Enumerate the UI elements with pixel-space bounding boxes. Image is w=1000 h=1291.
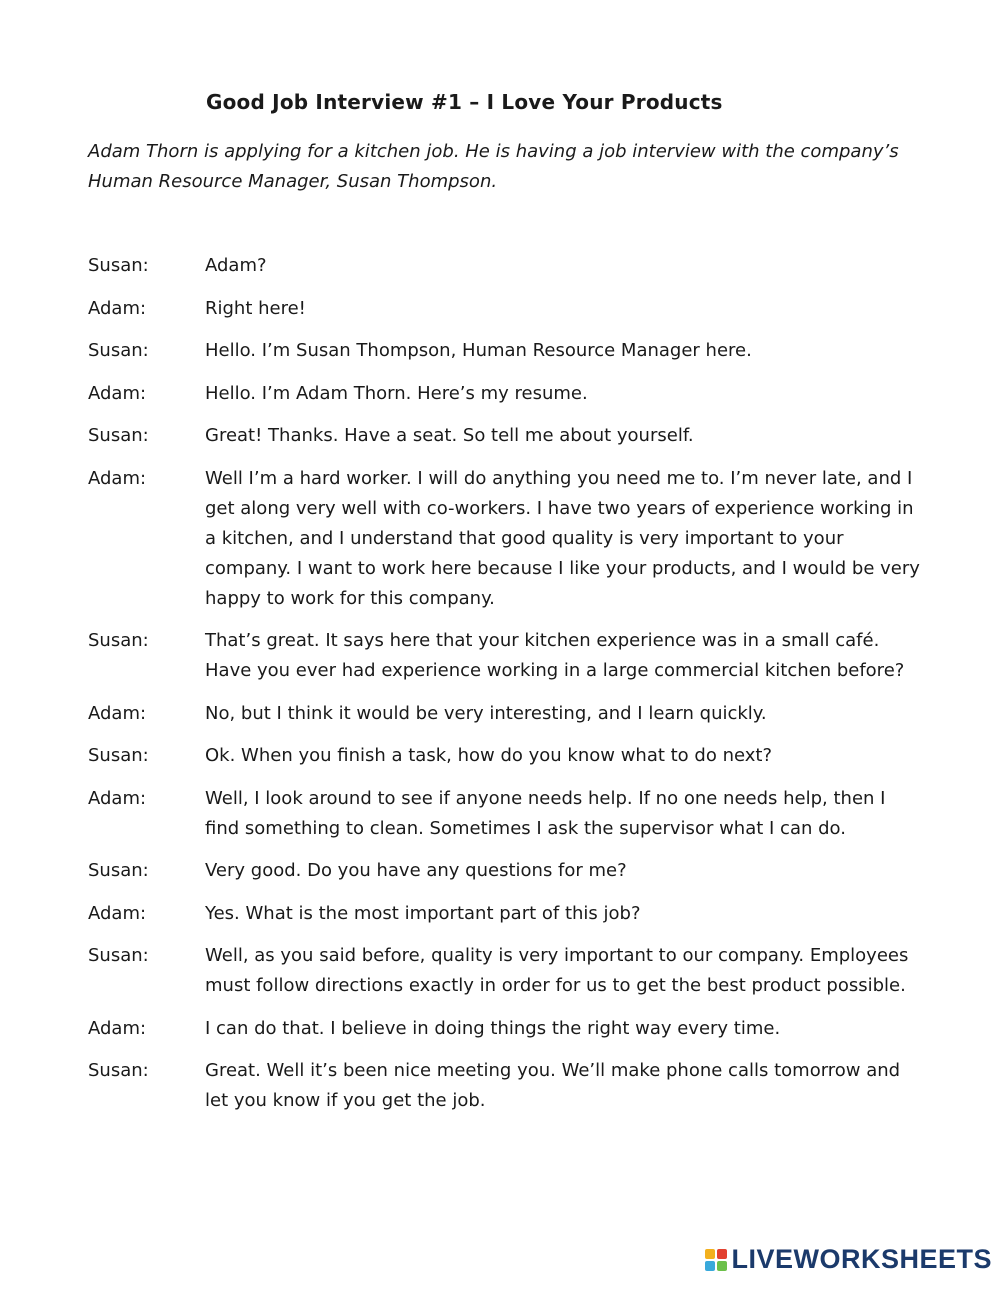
speaker-label: Susan:	[88, 945, 149, 966]
dialogue-line: Great! Thanks. Have a seat. So tell me about yourself.	[205, 425, 694, 446]
dialogue-line: Well, as you said before, quality is very important to our company. Employees must follow directions exactly in order for us to get the best product possible.	[205, 945, 909, 996]
dialogue-turn	[88, 294, 928, 324]
dialogue-line: Hello. I’m Susan Thompson, Human Resource Manager here.	[205, 340, 752, 361]
speaker-label: Adam:	[88, 382, 147, 404]
logo-block	[705, 1249, 715, 1259]
dialogue-turn	[88, 251, 928, 281]
dialogue-line: Great. Well it’s been nice meeting you. We’ll make phone calls tomorrow and let you know if you get the job.	[205, 1060, 901, 1111]
speaker-label: Adam:	[88, 702, 147, 724]
dialogue-line: Well, I look around to see if anyone needs help. If no one needs help, then I find something to clean. Sometimes I ask the supervisor what I can do.	[205, 787, 886, 839]
dialogue-turn	[88, 699, 928, 729]
logo-block	[705, 1261, 715, 1271]
dialogue-turn	[88, 464, 928, 614]
dialogue-line: Hello. I’m Adam Thorn. Here’s my resume.	[205, 382, 588, 404]
dialogue-line: That’s great. It says here that your kitchen experience was in a small café. Have you ever had experience working in a large commercial kitchen before?	[205, 630, 905, 681]
dialogue-turn	[88, 626, 928, 686]
liveworksheets-blocks-icon	[705, 1249, 727, 1271]
speaker-label: Susan:	[88, 425, 149, 446]
liveworksheets-logo[interactable]	[705, 1244, 992, 1275]
speaker-label: Susan:	[88, 860, 149, 881]
dialogue-turn	[88, 1056, 928, 1116]
speaker-label: Adam:	[88, 1017, 147, 1039]
dialogue-turn	[88, 421, 928, 451]
dialogue-turn	[88, 1014, 928, 1044]
dialogue-turn	[88, 941, 928, 1001]
speaker-label: Adam:	[88, 297, 147, 319]
dialogue-line: No, but I think it would be very interesting, and I learn quickly.	[205, 702, 767, 724]
page-title: Good Job Interview #1 – I Love Your Products	[206, 90, 723, 114]
speaker-label: Susan:	[88, 340, 149, 361]
dialogue-line: Right here!	[205, 297, 306, 319]
logo-text: LIVEWORKSHEETS	[731, 1244, 992, 1274]
dialogue-line: Well I’m a hard worker. I will do anything you need me to. I’m never late, and I get along very well with co-workers. I have two years of experience working in a kitchen, and I understand that good quality is very important to your company. I want to work here because I like your products, and I would be very happy to work for this company.	[205, 467, 920, 609]
dialogue-line: Ok. When you finish a task, how do you know what to do next?	[205, 745, 773, 766]
speaker-label: Adam:	[88, 467, 147, 489]
dialogue-line: I can do that. I believe in doing things the right way every time.	[205, 1017, 781, 1039]
speaker-label: Susan:	[88, 630, 149, 651]
dialogue-list	[88, 251, 928, 1129]
dialogue-line: Yes. What is the most important part of this job?	[205, 902, 641, 924]
intro-paragraph: Adam Thorn is applying for a kitchen job. He is having a job interview with the company’s Human Resource Manager, Susan Thompson.	[88, 141, 899, 192]
speaker-label: Susan:	[88, 255, 149, 276]
dialogue-line: Very good. Do you have any questions for me?	[205, 860, 627, 881]
speaker-label: Susan:	[88, 745, 149, 766]
dialogue-turn	[88, 856, 928, 886]
dialogue-turn	[88, 336, 928, 366]
dialogue-turn	[88, 741, 928, 771]
dialogue-turn	[88, 784, 928, 844]
logo-block	[717, 1249, 727, 1259]
dialogue-line: Adam?	[205, 255, 267, 276]
logo-block	[717, 1261, 727, 1271]
speaker-label: Adam:	[88, 902, 147, 924]
dialogue-turn	[88, 379, 928, 409]
dialogue-turn	[88, 899, 928, 929]
speaker-label: Adam:	[88, 787, 147, 809]
speaker-label: Susan:	[88, 1060, 149, 1081]
